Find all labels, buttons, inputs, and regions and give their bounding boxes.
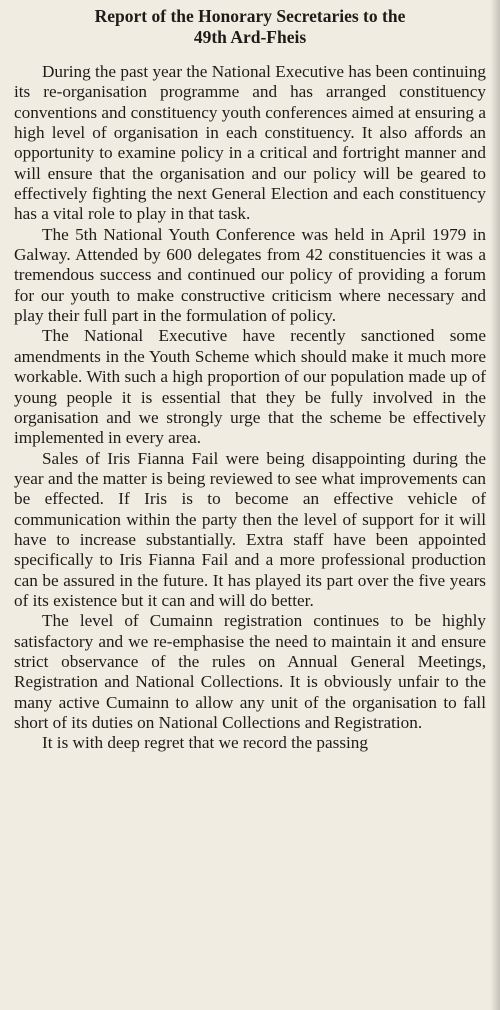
- paragraph-iris-fianna-fail: Sales of Iris Fianna Fail were being disappointing during the year and the matter is being reviewed to see what improvements can be effected. If Iris is to become an effective vehicle of communication within the party then the level of support for it will have to increase substantially. Extra staff have been appointed specifically to Iris Fianna Fail and a more professional production can be assured in the future. It has played its part over the five years of its existence but it can and will do better.: [14, 448, 486, 610]
- page-edge-shadow: [490, 0, 500, 1010]
- report-title-line-1: Report of the Honorary Secretaries to the: [94, 6, 406, 26]
- paragraph-reorganisation: During the past year the National Executive has been continuing its re-organisation programme and has arranged constituency conventions and constituency youth conferences aimed at ensuring a high level of organisation in each constituency. It also affords an opportunity to examine policy in a critical and fortright manner and will ensure that the organisation and our policy will be geared to effectively fighting the next General Election and each constituency has a vital role to play in that task.: [14, 62, 486, 224]
- paragraph-youth-conference: The 5th National Youth Conference was held in April 1979 in Galway. Attended by 600 delegates from 42 constituencies it was a tremendous success and continued our policy of providing a forum for our youth to make constructive criticism where necessary and play their full part in the formulation of policy.: [14, 224, 486, 326]
- report-title: [14, 6, 486, 48]
- report-title-line-2: 49th Ard-Fheis: [193, 27, 307, 47]
- paragraph-passing: It is with deep regret that we record the passing: [42, 733, 368, 753]
- report-body: [14, 62, 486, 754]
- paragraph-cumainn-registration: The level of Cumainn registration continues to be highly satisfactory and we re-emphasise the need to maintain it and ensure strict observance of the rules on Annual General Meetings, Registration and National Collections. It is obviously unfair to the many active Cumainn to allow any unit of the organisation to fall short of its duties on National Collections and Registration.: [14, 611, 486, 732]
- paragraph-youth-scheme: The National Executive have recently sanctioned some amendments in the Youth Scheme which should make it much more workable. With such a high proportion of our population made up of young people it is essential that they be fully involved in the organisation and we strongly urge that the scheme be effectively implemented in every area.: [14, 326, 486, 448]
